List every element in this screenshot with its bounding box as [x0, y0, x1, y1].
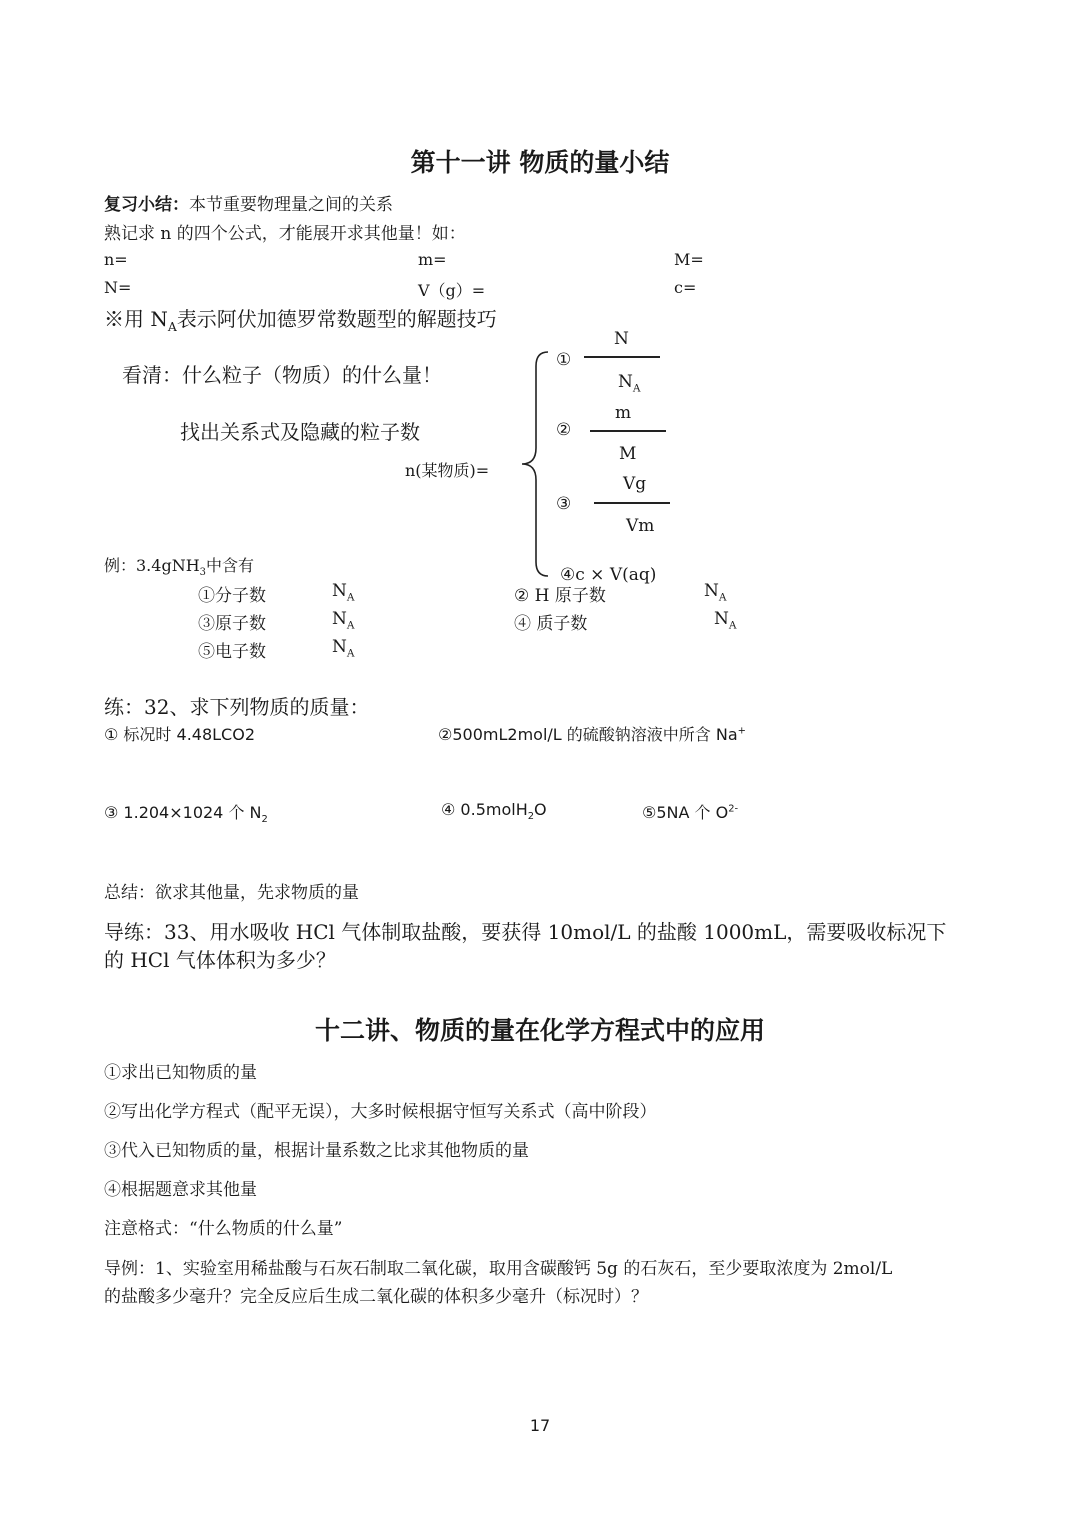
formula-m: m=	[418, 250, 447, 269]
branch-1-denominator: $N_A$	[618, 372, 641, 395]
example-item-unit: $N_A$	[332, 609, 355, 632]
formula-N: N=	[104, 278, 132, 297]
guide-example-line-1: 导例：1、实验室用稀盐酸与石灰石制取二氧化碳，取用含碳酸钙 5g 的石灰石，至少要取浓度为 2mol/L	[104, 1259, 893, 1279]
review-label: 复习小结：	[104, 195, 189, 215]
example-item-label: ⑤电子数	[198, 642, 266, 662]
example-item-label: ①分子数	[198, 586, 266, 606]
branch-3-fraction-bar	[594, 502, 670, 504]
summary-text: 总结：欲求其他量，先求物质的量	[104, 883, 359, 903]
practice-32-title: 练：32、求下列物质的质量：	[104, 695, 370, 719]
step-item: ②写出化学方程式（配平无误），大多时候根据守恒写关系式（高中阶段）	[104, 1102, 657, 1122]
review-summary	[104, 190, 393, 215]
practice-32-q3: ③ 1.204×1024 个 $N_2$	[104, 803, 268, 826]
formula-Vg: V（g）=	[418, 281, 486, 300]
practice-32-q5: ⑤5NA 个 $O^{2-}$	[642, 803, 739, 822]
guide-example-line-2: 的盐酸多少毫升？完全反应后生成二氧化碳的体积多少毫升（标况时）？	[104, 1287, 648, 1307]
branch-2-fraction-bar	[590, 430, 666, 432]
guide-33-line-2: 的 HCl 气体体积为多少？	[104, 948, 336, 972]
example-item-unit: $N_A$	[704, 581, 727, 604]
example-lead: 例：3.4gNH$_3$中含有	[104, 556, 254, 579]
memorize-text: 熟记求 n 的四个公式，才能展开求其他量！如：	[104, 224, 466, 244]
branch-3-number: ③	[556, 494, 572, 514]
curly-brace-icon	[510, 348, 550, 580]
branch-2-number: ②	[556, 420, 572, 440]
branch-1-fraction-bar	[584, 356, 660, 358]
example-item-label: ④ 质子数	[514, 614, 588, 634]
branch-3-denominator: Vm	[626, 516, 655, 536]
page-number: 17	[529, 1416, 551, 1435]
guide-33-line-1: 导练：33、用水吸收 HCl 气体制取盐酸，要获得 10mol/L 的盐酸 1000mL，需要吸收标况下	[104, 920, 947, 944]
step-item: ③代入已知物质的量，根据计量系数之比求其他物质的量	[104, 1141, 529, 1161]
step-item: ④根据题意求其他量	[104, 1180, 257, 1200]
branch-2-numerator: m	[615, 403, 632, 423]
branch-1-numerator: N	[614, 329, 629, 349]
example-item-unit: $N_A$	[332, 637, 355, 660]
branch-2-denominator: M	[619, 444, 637, 464]
n-substance-label: n(某物质)=	[405, 461, 490, 480]
branch-4: ④c × V(aq)	[560, 565, 657, 585]
formula-c: c=	[674, 278, 697, 297]
example-item-unit: $N_A$	[332, 581, 355, 604]
example-item-label: ③原子数	[198, 614, 266, 634]
look-clear-text: 看清：什么粒子（物质）的什么量！	[122, 363, 442, 387]
branch-1-number: ①	[556, 350, 572, 370]
example-item-unit: $N_A$	[714, 609, 737, 632]
practice-32-q1: ① 标况时 4.48LCO2	[104, 725, 256, 744]
find-relation-text: 找出关系式及隐藏的粒子数	[180, 420, 420, 444]
formula-M: M=	[674, 250, 704, 269]
example-item-label: ② H 原子数	[514, 586, 606, 606]
practice-32-q2: ②500mL2mol/L 的硫酸钠溶液中所含 Na+	[438, 725, 746, 744]
section-11-title: 第十一讲 物质的量小结	[410, 148, 670, 177]
step-item: ①求出已知物质的量	[104, 1063, 257, 1083]
branch-3-numerator: Vg	[623, 474, 647, 494]
na-tip-heading: ※用 $N_A$表示阿伏加德罗常数题型的解题技巧	[104, 307, 497, 334]
format-note: 注意格式：“什么物质的什么量”	[104, 1219, 343, 1239]
review-text: 本节重要物理量之间的关系	[189, 195, 393, 215]
formula-n: n=	[104, 250, 128, 269]
practice-32-q4: ④ 0.5molH$_2$O	[441, 800, 547, 823]
section-12-title: 十二讲、物质的量在化学方程式中的应用	[314, 1016, 765, 1045]
